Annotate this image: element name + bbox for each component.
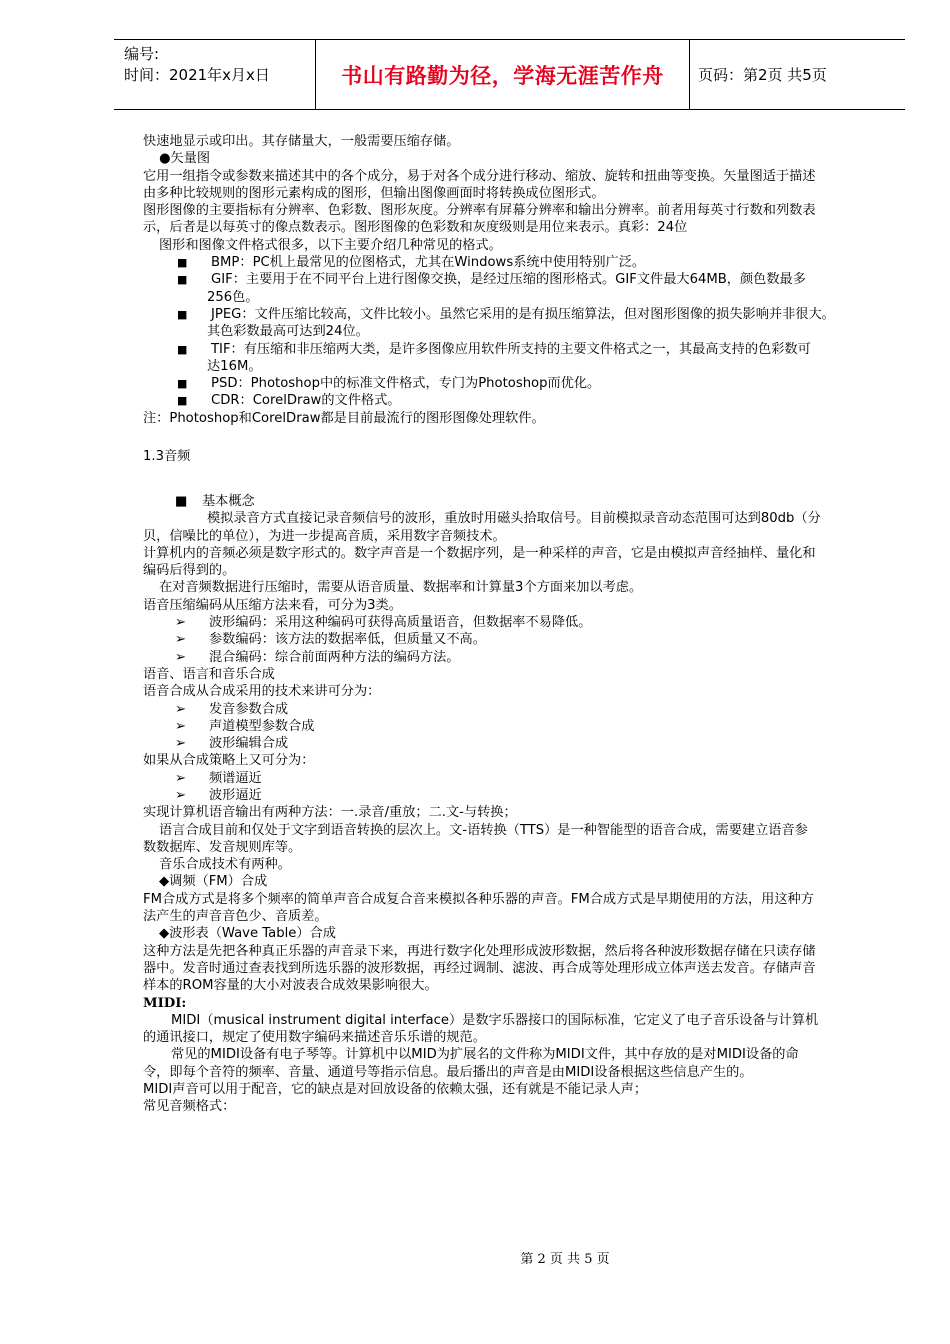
paragraph-line: 数数据库、发音规则库等。 [143, 839, 302, 855]
list-item: ➢ 波形逼近 [175, 787, 262, 803]
paragraph-line: 图形和图像文件格式很多，以下主要介绍几种常见的格式。 [159, 237, 502, 253]
square-bullet-icon: ■ [177, 307, 188, 321]
note-line: 注：Photoshop和CorelDraw都是目前最流行的图形图像处理软件。 [143, 410, 545, 426]
midi-heading: MIDI: [143, 995, 187, 1011]
header-meta [114, 40, 316, 109]
document-body [143, 133, 883, 1116]
arrow-bullet-icon: ➢ [175, 736, 187, 752]
header-motto-cell [316, 40, 690, 109]
arrow-bullet-icon: ➢ [175, 718, 187, 734]
paragraph-line: 图形图像的主要指标有分辨率、色彩数、图形灰度。分辨率有屏幕分辨率和输出分辨率。前者用每英寸行数和列数表 [143, 203, 816, 219]
list-item: ■ JPEG：文件压缩比较高，文件比较小。虽然它采用的是有损压缩算法，但对图形图像的损失影响并非很大。 [177, 306, 835, 322]
arrow-bullet-icon: ➢ [175, 770, 187, 786]
arrow-bullet-icon: ➢ [175, 787, 187, 803]
paragraph-line: 语音合成从合成采用的技术来讲可分为： [143, 684, 381, 700]
paragraph-line: 计算机内的音频必须是数字形式的。数字声音是一个数据序列，是一种采样的声音，它是由模拟声音经抽样、量化和 [143, 545, 816, 561]
list-item: ■ PSD：Photoshop中的标准文件格式，专门为Photoshop而优化。 [177, 376, 601, 392]
subsection-heading: ■ 基本概念 [175, 493, 255, 509]
serial-label: 编号: [124, 45, 160, 63]
list-item: ■ CDR：CorelDraw的文件格式。 [177, 393, 401, 409]
subsection-heading-fm: ◆调频（FM）合成 [159, 874, 268, 890]
list-item-continuation: 256色。 [207, 289, 259, 305]
paragraph-line: 音乐合成技术有两种。 [159, 857, 291, 873]
section-heading-vector: ●矢量图 [159, 151, 211, 167]
paragraph-line: 令，即每个音符的频率、音量、通道号等指示信息。最后播出的声音是由MIDI设备根据这些信息产生的。 [143, 1064, 753, 1080]
paragraph-line: MIDI声音可以用于配音，它的缺点是对回放设备的依赖太强，还有就是不能记录人声； [143, 1082, 648, 1098]
list-item: ➢ 波形编辑合成 [175, 736, 289, 752]
list-item: ➢ 混合编码：综合前面两种方法的编码方法。 [175, 649, 460, 665]
paragraph-line: 实现计算机语音输出有两种方法：一.录音/重放；二.文-与转换； [143, 805, 517, 821]
square-bullet-icon: ■ [177, 273, 188, 287]
arrow-bullet-icon: ➢ [175, 649, 187, 665]
paragraph-line: 语音压缩编码从压缩方法来看，可分为3类。 [143, 597, 402, 613]
arrow-bullet-icon: ➢ [175, 632, 187, 648]
paragraph-line: 由多种比较规则的图形元素构成的图形，但输出图像画面时将转换成位图形式。 [143, 185, 605, 201]
paragraph-line: 在对音频数据进行压缩时，需要从语音质量、数据率和计算量3个方面来加以考虑。 [159, 580, 643, 596]
list-item: ➢ 声道模型参数合成 [175, 718, 315, 734]
paragraph-line: 语音、语言和音乐合成 [143, 666, 275, 682]
list-item-continuation: 其色彩数最高可达到24位。 [207, 324, 369, 340]
paragraph-line: 常见的MIDI设备有电子琴等。计算机中以MID为扩展名的文件称为MIDI文件，其中存放的是对MIDI设备的命 [171, 1047, 799, 1063]
paragraph-line: 模拟录音方式直接记录音频信号的波形，重放时用磁头拾取信号。目前模拟录音动态范围可达到80db（分 [207, 511, 821, 527]
time-label: 时间：2021年x月x日 [124, 66, 270, 84]
paragraph-line: 器中。发音时通过查表找到所选乐器的波形数据，再经过调制、滤波、再合成等处理形成立体声送去发音。存储声音 [143, 960, 816, 976]
list-item: ■ GIF：主要用于在不同平台上进行图像交换，是经过压缩的图形格式。GIF文件最大64MB，颜色数最多 [177, 272, 806, 288]
paragraph-line: MIDI（musical instrument digital interface）是数字乐器接口的国际标准，它定义了电子音乐设备与计算机 [171, 1012, 819, 1028]
square-bullet-icon: ■ [177, 342, 188, 356]
square-bullet-icon: ■ [177, 256, 188, 270]
list-item: ➢ 发音参数合成 [175, 701, 289, 717]
square-bullet-icon: ■ [177, 394, 188, 408]
subsection-heading-wavetable: ◆波形表（Wave Table）合成 [159, 926, 336, 942]
page-header [114, 39, 905, 110]
header-page-info [690, 40, 905, 109]
paragraph-line: 快速地显示或印出。其存储量大，一般需要压缩存储。 [143, 134, 460, 149]
list-item: ➢ 参数编码：该方法的数据率低，但质量又不高。 [175, 632, 486, 648]
list-item-continuation: 达16M。 [207, 358, 262, 374]
page-footer [0, 1248, 950, 1267]
paragraph-line: 贝，信噪比的单位），为进一步提高音质，采用数字音频技术。 [143, 528, 506, 544]
list-item: ■ TIF：有压缩和非压缩两大类，是许多图像应用软件所支持的主要文件格式之一，其最高支持的色彩数可 [177, 341, 811, 357]
list-item: ➢ 波形编码：采用这种编码可获得高质量语音，但数据率不易降低。 [175, 615, 592, 631]
paragraph-line: 如果从合成策略上又可分为： [143, 753, 315, 769]
paragraph-line: 的通讯接口，规定了使用数字编码来描述音乐乐谱的规范。 [143, 1030, 486, 1046]
list-item: ➢ 频谱逼近 [175, 770, 262, 786]
arrow-bullet-icon: ➢ [175, 701, 187, 717]
paragraph-line: 法产生的声音音色少、音质差。 [143, 909, 328, 925]
list-item: ■ BMP：PC机上最常见的位图格式，尤其在Windows系统中使用特别广泛。 [177, 255, 646, 271]
paragraph-line: FM合成方式是将多个频率的简单声音合成复合音来模拟各种乐器的声音。FM合成方式是早期使用的方法，用这种方 [143, 891, 814, 907]
square-bullet-icon: ■ [175, 493, 188, 509]
square-bullet-icon: ■ [177, 377, 188, 391]
page-info: 页码：第2页 共5页 [698, 66, 827, 84]
paragraph-line: 示，后者是以每英寸的像点数表示。图形图像的色彩数和灰度级则是用位来表示。真彩：24位 [143, 220, 688, 236]
motto: 书山有路勤为径，学海无涯苦作舟 [341, 62, 664, 88]
paragraph-line: 它用一组指令或参数来描述其中的各个成分，易于对各个成分进行移动、缩放、旋转和扭曲等变换。矢量图适于描述 [143, 168, 816, 184]
paragraph-line: 常见音频格式： [143, 1099, 236, 1115]
paragraph-line: 样本的ROM容量的大小对波表合成效果影响很大。 [143, 978, 438, 994]
paragraph-line: 这种方法是先把各种真正乐器的声音录下来，再进行数字化处理形成波形数据，然后将各种波形数据存储在只读存储 [143, 943, 816, 959]
section-heading-audio: 1.3音频 [143, 449, 191, 465]
paragraph-line: 编码后得到的。 [143, 563, 236, 579]
arrow-bullet-icon: ➢ [175, 615, 187, 631]
paragraph-line: 语言合成目前和仅处于文字到语音转换的层次上。文-语转换（TTS）是一种智能型的语音合成，需要建立语音参 [159, 822, 808, 838]
footer-page-number: 第 2 页 共 5 页 [520, 1252, 610, 1267]
